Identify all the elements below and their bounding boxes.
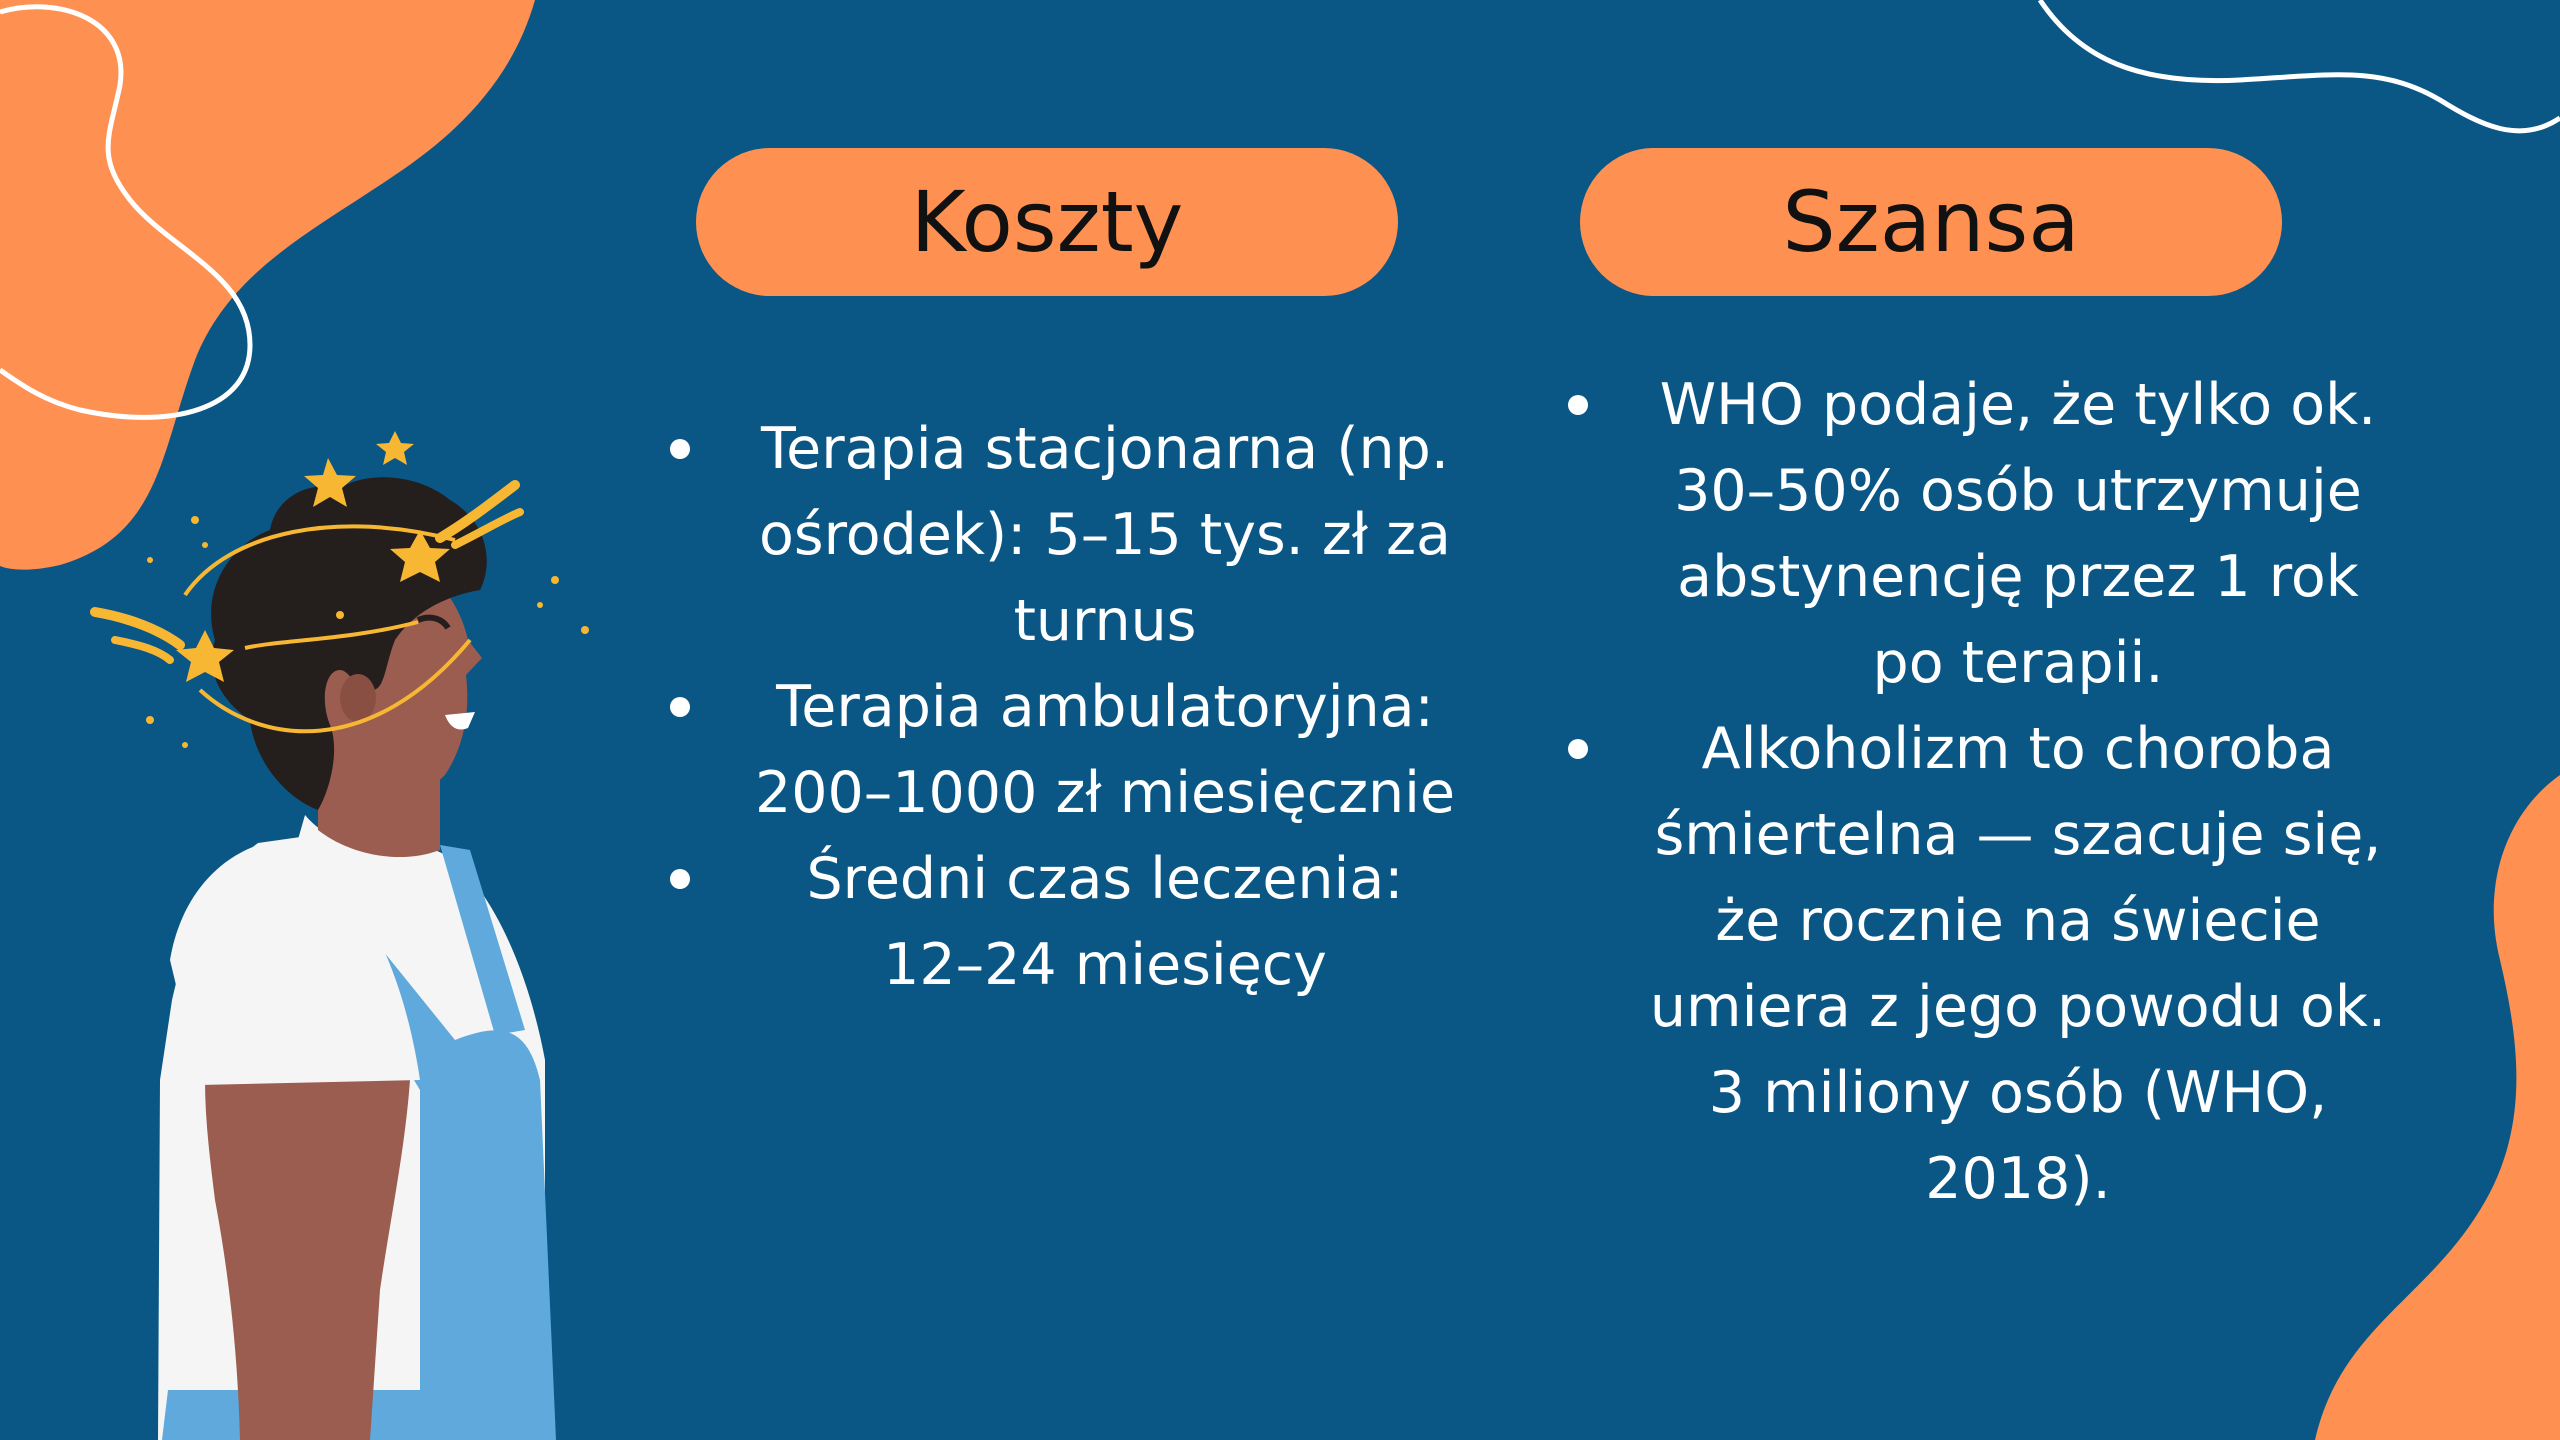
chance-heading: Szansa — [1782, 173, 2080, 271]
costs-item: Średni czas leczenia: 12–24 miesięcy — [650, 836, 1480, 1008]
person-ear — [340, 674, 376, 722]
dizzy-wisp-left — [95, 612, 180, 645]
chance-heading-pill — [1580, 148, 2282, 296]
star-icon — [376, 431, 414, 465]
costs-heading-pill — [696, 148, 1398, 296]
chance-list — [1548, 362, 2408, 1222]
costs-item: Terapia ambulatoryjna: 200–1000 zł miesięcznie — [650, 664, 1480, 836]
costs-heading: Koszty — [910, 173, 1184, 271]
chance-item: Alkoholizm to choroba śmiertelna — szacuje się, że rocznie na świecie umiera z jego powodu ok. 3 miliony osób (WHO, 2018). — [1548, 706, 2408, 1222]
costs-item: Terapia stacjonarna (np. ośrodek): 5–15 tys. zł za turnus — [650, 406, 1480, 664]
chance-item: WHO podaje, że tylko ok. 30–50% osób utrzymuje abstynencję przez 1 rok po terapii. — [1548, 362, 2408, 706]
dizzy-wisp-left — [115, 640, 170, 660]
costs-list — [650, 406, 1480, 1008]
